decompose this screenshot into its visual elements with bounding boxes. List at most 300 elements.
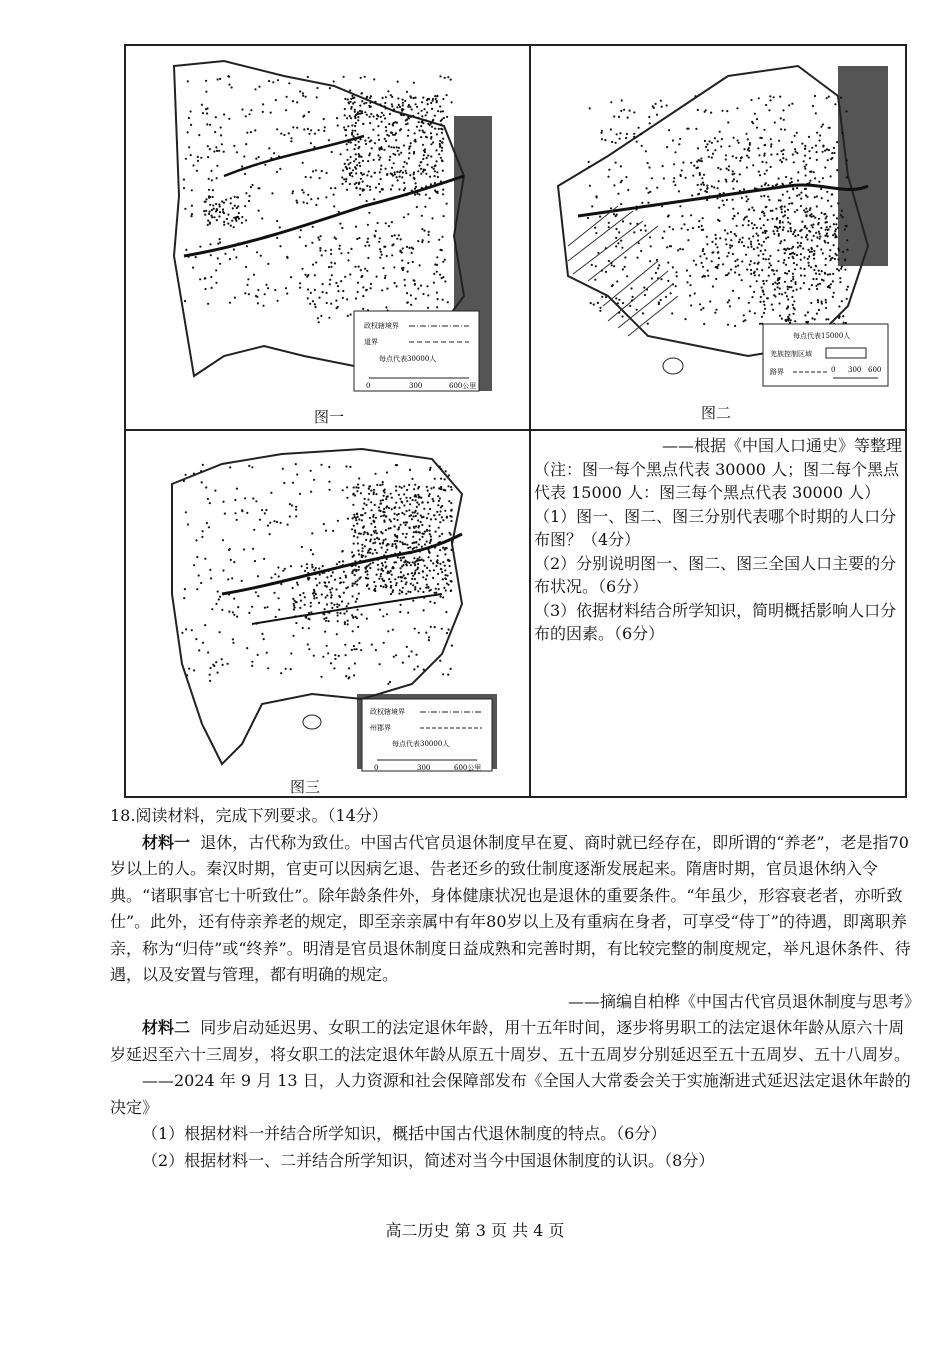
population-dot	[387, 683, 389, 685]
population-dot	[710, 112, 712, 114]
population-dot	[378, 578, 380, 580]
population-dot	[380, 165, 382, 167]
population-dot	[747, 246, 749, 248]
population-dot	[342, 297, 344, 299]
population-dot	[302, 162, 304, 164]
population-dot	[206, 112, 208, 114]
population-dot	[356, 648, 358, 650]
population-dot	[728, 169, 730, 171]
population-dot	[707, 149, 709, 151]
population-dot	[280, 583, 282, 585]
population-dot	[434, 546, 436, 548]
population-dot	[434, 165, 436, 167]
population-dot	[767, 219, 769, 221]
population-dot	[369, 102, 371, 104]
population-dot	[732, 188, 734, 190]
population-dot	[331, 602, 333, 604]
population-dot	[796, 187, 798, 189]
population-dot	[735, 235, 737, 237]
population-dot	[218, 203, 220, 205]
population-dot	[339, 612, 341, 614]
population-dot	[702, 229, 704, 231]
population-dot	[769, 95, 771, 97]
population-dot	[748, 302, 750, 304]
population-dot	[799, 230, 801, 232]
population-dot	[209, 502, 211, 504]
population-dot	[397, 97, 399, 99]
scale-label: 0	[374, 764, 379, 772]
population-dot	[413, 152, 415, 154]
population-dot	[395, 490, 397, 492]
population-dot	[299, 282, 301, 284]
population-dot	[376, 574, 378, 576]
population-dot	[199, 246, 201, 248]
population-dot	[388, 528, 390, 530]
population-dot	[436, 133, 438, 135]
population-dot	[438, 128, 440, 130]
population-dot	[412, 600, 414, 602]
population-dot	[360, 138, 362, 140]
population-dot	[437, 110, 439, 112]
population-dot	[804, 155, 806, 157]
population-dot	[809, 157, 811, 159]
population-dot	[370, 175, 372, 177]
population-dot	[343, 76, 345, 78]
population-dot	[394, 171, 396, 173]
population-dot	[636, 141, 638, 143]
population-dot	[374, 504, 376, 506]
population-dot	[791, 202, 793, 204]
population-dot	[794, 235, 796, 237]
population-dot	[389, 159, 391, 161]
population-dot	[818, 309, 820, 311]
population-dot	[374, 588, 376, 590]
population-dot	[399, 567, 401, 569]
population-dot	[434, 170, 436, 172]
population-dot	[377, 559, 379, 561]
population-dot	[413, 97, 415, 99]
population-dot	[647, 323, 649, 325]
population-dot	[793, 300, 795, 302]
population-dot	[693, 165, 695, 167]
population-dot	[836, 254, 838, 256]
population-dot	[792, 233, 794, 235]
population-dot	[323, 523, 325, 525]
population-dot	[436, 292, 438, 294]
population-dot	[414, 628, 416, 630]
population-dot	[788, 270, 790, 272]
population-dot	[214, 131, 216, 133]
population-dot	[405, 583, 407, 585]
population-dot	[418, 543, 420, 545]
population-dot	[373, 159, 375, 161]
population-dot	[793, 161, 795, 163]
population-dot	[301, 268, 303, 270]
population-dot	[399, 541, 401, 543]
population-dot	[192, 164, 194, 166]
population-dot	[310, 549, 312, 551]
population-dot	[256, 623, 258, 625]
population-dot	[776, 270, 778, 272]
population-dot	[771, 210, 773, 212]
population-dot	[346, 168, 348, 170]
population-dot	[356, 490, 358, 492]
population-dot	[812, 278, 814, 280]
population-dot	[394, 534, 396, 536]
population-dot	[283, 482, 285, 484]
population-dot	[221, 200, 223, 202]
population-dot	[210, 667, 212, 669]
population-dot	[367, 584, 369, 586]
population-dot	[246, 284, 248, 286]
population-dot	[292, 126, 294, 128]
figure-caption: 图二	[701, 404, 732, 422]
population-dot	[183, 597, 185, 599]
population-dot	[420, 161, 422, 163]
population-dot	[341, 176, 343, 178]
population-dot	[747, 198, 749, 200]
population-dot	[334, 579, 336, 581]
population-dot	[831, 152, 833, 154]
population-dot	[803, 282, 805, 284]
population-dot	[377, 568, 379, 570]
population-dot	[703, 253, 705, 255]
population-dot	[406, 162, 408, 164]
population-dot	[303, 128, 305, 130]
population-dot	[383, 508, 385, 510]
population-dot	[396, 514, 398, 516]
population-dot	[351, 133, 353, 135]
population-dot	[333, 667, 335, 669]
population-dot	[211, 216, 213, 218]
population-dot	[295, 622, 297, 624]
population-dot	[419, 264, 421, 266]
population-dot	[202, 530, 204, 532]
population-dot	[382, 97, 384, 99]
population-dot	[706, 243, 708, 245]
population-dot	[794, 281, 796, 283]
population-dot	[392, 543, 394, 545]
population-dot	[402, 269, 404, 271]
population-dot	[805, 174, 807, 176]
population-dot	[442, 98, 444, 100]
population-dot	[402, 587, 404, 589]
population-dot	[380, 531, 382, 533]
population-dot	[404, 100, 406, 102]
population-dot	[215, 661, 217, 663]
population-dot	[316, 96, 318, 98]
population-dot	[621, 315, 623, 317]
population-dot	[702, 250, 704, 252]
population-dot	[437, 176, 439, 178]
population-dot	[406, 118, 408, 120]
population-dot	[451, 541, 453, 543]
population-dot	[354, 130, 356, 132]
population-dot	[655, 272, 657, 274]
population-dot	[210, 254, 212, 256]
population-dot	[385, 140, 387, 142]
population-dot	[355, 297, 357, 299]
population-dot	[353, 674, 355, 676]
population-dot	[645, 150, 647, 152]
population-dot	[251, 665, 253, 667]
population-dot	[785, 264, 787, 266]
population-dot	[805, 214, 807, 216]
population-dot	[366, 174, 368, 176]
population-dot	[436, 271, 438, 273]
population-dot	[338, 211, 340, 213]
population-dot	[302, 95, 304, 97]
population-dot	[726, 255, 728, 257]
population-dot	[715, 243, 717, 245]
population-dot	[429, 493, 431, 495]
population-dot	[616, 133, 618, 135]
population-dot	[359, 110, 361, 112]
population-dot	[656, 259, 658, 261]
population-dot	[800, 287, 802, 289]
population-dot	[406, 544, 408, 546]
population-dot	[601, 296, 603, 298]
population-dot	[219, 596, 221, 598]
population-dot	[353, 645, 355, 647]
population-dot	[350, 117, 352, 119]
population-dot	[221, 143, 223, 145]
population-dot	[219, 263, 221, 265]
population-dot	[617, 242, 619, 244]
population-dot	[414, 578, 416, 580]
population-dot	[305, 96, 307, 98]
population-dot	[207, 651, 209, 653]
population-dot	[195, 539, 197, 541]
population-dot	[329, 589, 331, 591]
population-dot	[303, 191, 305, 193]
population-dot	[316, 597, 318, 599]
population-dot	[355, 168, 357, 170]
population-dot	[717, 264, 719, 266]
population-dot	[326, 302, 328, 304]
population-dot	[305, 245, 307, 247]
population-dot	[751, 296, 753, 298]
population-dot	[832, 280, 834, 282]
population-dot	[358, 477, 360, 479]
population-dot	[605, 247, 607, 249]
population-dot	[357, 487, 359, 489]
population-dot	[401, 259, 403, 261]
population-dot	[756, 227, 758, 229]
population-dot	[384, 489, 386, 491]
population-dot	[326, 172, 328, 174]
population-dot	[228, 593, 230, 595]
population-dot	[362, 308, 364, 310]
figure-grid	[124, 44, 907, 798]
population-dot	[706, 236, 708, 238]
population-dot	[774, 121, 776, 123]
population-dot	[345, 587, 347, 589]
population-dot	[217, 257, 219, 259]
population-dot	[435, 588, 437, 590]
population-dot	[646, 288, 648, 290]
population-dot	[662, 165, 664, 167]
population-dot	[310, 611, 312, 613]
population-dot	[197, 160, 199, 162]
population-dot	[355, 616, 357, 618]
population-dot	[712, 285, 714, 287]
population-dot	[813, 171, 815, 173]
population-dot	[440, 468, 442, 470]
population-dot	[415, 525, 417, 527]
population-dot	[342, 183, 344, 185]
population-dot	[337, 285, 339, 287]
population-dot	[397, 576, 399, 578]
population-dot	[779, 287, 781, 289]
population-dot	[362, 508, 364, 510]
population-dot	[420, 125, 422, 127]
population-dot	[379, 171, 381, 173]
population-dot	[636, 309, 638, 311]
population-dot	[262, 103, 264, 105]
population-dot	[711, 157, 713, 159]
population-dot	[615, 162, 617, 164]
population-dot	[769, 99, 771, 101]
population-dot	[646, 187, 648, 189]
population-dot	[246, 245, 248, 247]
population-dot	[816, 313, 818, 315]
population-dot	[734, 325, 736, 327]
population-dot	[794, 135, 796, 137]
population-dot	[448, 629, 450, 631]
population-dot	[219, 211, 221, 213]
population-dot	[761, 161, 763, 163]
population-dot	[588, 166, 590, 168]
population-dot	[399, 106, 401, 108]
population-dot	[804, 275, 806, 277]
population-dot	[353, 535, 355, 537]
population-dot	[310, 605, 312, 607]
population-dot	[392, 109, 394, 111]
population-dot	[720, 145, 722, 147]
population-dot	[347, 259, 349, 261]
population-dot	[846, 249, 848, 251]
population-dot	[812, 223, 814, 225]
population-dot	[621, 180, 623, 182]
population-dot	[248, 195, 250, 197]
population-dot	[753, 248, 755, 250]
population-dot	[620, 240, 622, 242]
population-dot	[709, 195, 711, 197]
population-dot	[348, 676, 350, 678]
population-dot	[374, 101, 376, 103]
population-dot	[666, 104, 668, 106]
population-dot	[363, 533, 365, 535]
scale-label: 0	[831, 366, 836, 374]
population-dot	[690, 162, 692, 164]
population-dot	[322, 613, 324, 615]
population-dot	[762, 232, 764, 234]
population-dot	[379, 191, 381, 193]
population-dot	[663, 230, 665, 232]
population-dot	[748, 209, 750, 211]
population-dot	[344, 621, 346, 623]
population-dot	[824, 150, 826, 152]
population-dot	[660, 299, 662, 301]
population-dot	[282, 570, 284, 572]
population-dot	[758, 274, 760, 276]
population-dot	[380, 116, 382, 118]
population-dot	[814, 196, 816, 198]
population-dot	[209, 674, 211, 676]
population-dot	[792, 290, 794, 292]
population-dot	[379, 543, 381, 545]
population-dot	[202, 642, 204, 644]
population-dot	[422, 131, 424, 133]
population-dot	[410, 304, 412, 306]
population-dot	[238, 212, 240, 214]
population-dot	[384, 275, 386, 277]
population-dot	[423, 108, 425, 110]
population-dot	[444, 510, 446, 512]
population-dot	[427, 513, 429, 515]
population-dot	[760, 296, 762, 298]
population-dot	[389, 113, 391, 115]
population-dot	[762, 258, 764, 260]
population-dot	[397, 528, 399, 530]
population-dot	[638, 242, 640, 244]
population-dot	[767, 196, 769, 198]
population-dot	[255, 500, 257, 502]
population-dot	[415, 531, 417, 533]
population-dot	[691, 194, 693, 196]
population-dot	[432, 498, 434, 500]
population-dot	[388, 123, 390, 125]
population-dot	[181, 632, 183, 634]
population-dot	[715, 309, 717, 311]
population-dot	[394, 543, 396, 545]
population-dot	[402, 99, 404, 101]
population-dot	[350, 101, 352, 103]
population-dot	[401, 251, 403, 253]
population-dot	[451, 516, 453, 518]
legend-label: 州郡界	[370, 724, 391, 732]
population-dot	[841, 300, 843, 302]
population-dot	[717, 167, 719, 169]
population-dot	[307, 297, 309, 299]
population-dot	[743, 218, 745, 220]
population-dot	[714, 149, 716, 151]
population-dot	[417, 288, 419, 290]
population-dot	[373, 172, 375, 174]
population-dot	[441, 159, 443, 161]
population-dot	[409, 106, 411, 108]
population-dot	[428, 241, 430, 243]
population-dot	[718, 207, 720, 209]
population-dot	[333, 80, 335, 82]
population-dot	[757, 235, 759, 237]
population-dot	[299, 287, 301, 289]
notes-question-1: （1）图一、图二、图三分别代表哪个时期的人口分布图？（4分）	[534, 506, 897, 549]
population-dot	[379, 484, 381, 486]
population-dot	[784, 239, 786, 241]
population-dot	[430, 102, 432, 104]
population-dot	[268, 80, 270, 82]
population-dot	[200, 470, 202, 472]
population-dot	[825, 258, 827, 260]
population-dot	[320, 235, 322, 237]
population-dot	[797, 179, 799, 181]
population-dot	[442, 170, 444, 172]
population-dot	[750, 273, 752, 275]
population-dot	[419, 129, 421, 131]
population-dot	[213, 208, 215, 210]
